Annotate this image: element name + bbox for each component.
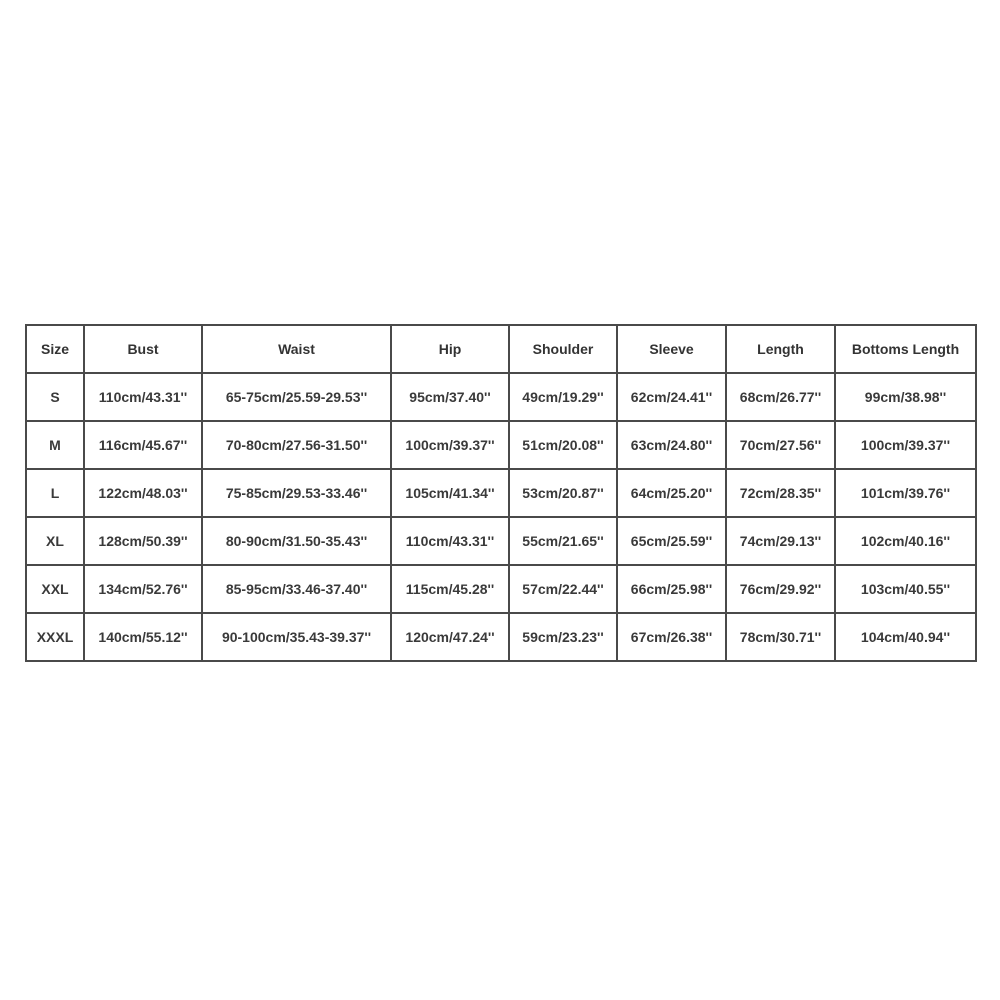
- header-size: Size: [26, 325, 84, 373]
- cell-size: XXL: [26, 565, 84, 613]
- table-row: [26, 613, 976, 661]
- cell-waist: 65-75cm/25.59-29.53'': [202, 373, 391, 421]
- cell-waist: 75-85cm/29.53-33.46'': [202, 469, 391, 517]
- cell-bust: 116cm/45.67'': [84, 421, 202, 469]
- cell-waist: 70-80cm/27.56-31.50'': [202, 421, 391, 469]
- cell-bottoms-length: 104cm/40.94'': [835, 613, 976, 661]
- cell-sleeve: 62cm/24.41'': [617, 373, 726, 421]
- header-row: [26, 325, 976, 373]
- cell-bust: 140cm/55.12'': [84, 613, 202, 661]
- cell-shoulder: 51cm/20.08'': [509, 421, 617, 469]
- table-row: [26, 469, 976, 517]
- cell-waist: 85-95cm/33.46-37.40'': [202, 565, 391, 613]
- cell-hip: 110cm/43.31'': [391, 517, 509, 565]
- cell-bottoms-length: 101cm/39.76'': [835, 469, 976, 517]
- cell-shoulder: 57cm/22.44'': [509, 565, 617, 613]
- cell-shoulder: 49cm/19.29'': [509, 373, 617, 421]
- header-bust: Bust: [84, 325, 202, 373]
- cell-hip: 115cm/45.28'': [391, 565, 509, 613]
- header-waist: Waist: [202, 325, 391, 373]
- cell-sleeve: 66cm/25.98'': [617, 565, 726, 613]
- cell-length: 74cm/29.13'': [726, 517, 835, 565]
- size-chart-table: [25, 324, 977, 662]
- cell-hip: 105cm/41.34'': [391, 469, 509, 517]
- cell-hip: 95cm/37.40'': [391, 373, 509, 421]
- cell-bust: 134cm/52.76'': [84, 565, 202, 613]
- cell-waist: 90-100cm/35.43-39.37'': [202, 613, 391, 661]
- cell-sleeve: 67cm/26.38'': [617, 613, 726, 661]
- cell-shoulder: 59cm/23.23'': [509, 613, 617, 661]
- header-hip: Hip: [391, 325, 509, 373]
- cell-sleeve: 65cm/25.59'': [617, 517, 726, 565]
- cell-hip: 120cm/47.24'': [391, 613, 509, 661]
- header-length: Length: [726, 325, 835, 373]
- cell-bottoms-length: 102cm/40.16'': [835, 517, 976, 565]
- table-row: [26, 517, 976, 565]
- cell-bust: 122cm/48.03'': [84, 469, 202, 517]
- cell-bust: 128cm/50.39'': [84, 517, 202, 565]
- cell-size: M: [26, 421, 84, 469]
- cell-size: L: [26, 469, 84, 517]
- cell-sleeve: 64cm/25.20'': [617, 469, 726, 517]
- cell-length: 76cm/29.92'': [726, 565, 835, 613]
- cell-size: S: [26, 373, 84, 421]
- cell-length: 78cm/30.71'': [726, 613, 835, 661]
- cell-length: 68cm/26.77'': [726, 373, 835, 421]
- table-row: [26, 565, 976, 613]
- cell-bottoms-length: 103cm/40.55'': [835, 565, 976, 613]
- cell-length: 72cm/28.35'': [726, 469, 835, 517]
- cell-waist: 80-90cm/31.50-35.43'': [202, 517, 391, 565]
- cell-bottoms-length: 99cm/38.98'': [835, 373, 976, 421]
- cell-hip: 100cm/39.37'': [391, 421, 509, 469]
- table-row: [26, 421, 976, 469]
- header-sleeve: Sleeve: [617, 325, 726, 373]
- header-shoulder: Shoulder: [509, 325, 617, 373]
- cell-size: XL: [26, 517, 84, 565]
- table-row: [26, 373, 976, 421]
- cell-size: XXXL: [26, 613, 84, 661]
- cell-bust: 110cm/43.31'': [84, 373, 202, 421]
- cell-sleeve: 63cm/24.80'': [617, 421, 726, 469]
- cell-length: 70cm/27.56'': [726, 421, 835, 469]
- cell-shoulder: 55cm/21.65'': [509, 517, 617, 565]
- cell-bottoms-length: 100cm/39.37'': [835, 421, 976, 469]
- header-bottoms-length: Bottoms Length: [835, 325, 976, 373]
- cell-shoulder: 53cm/20.87'': [509, 469, 617, 517]
